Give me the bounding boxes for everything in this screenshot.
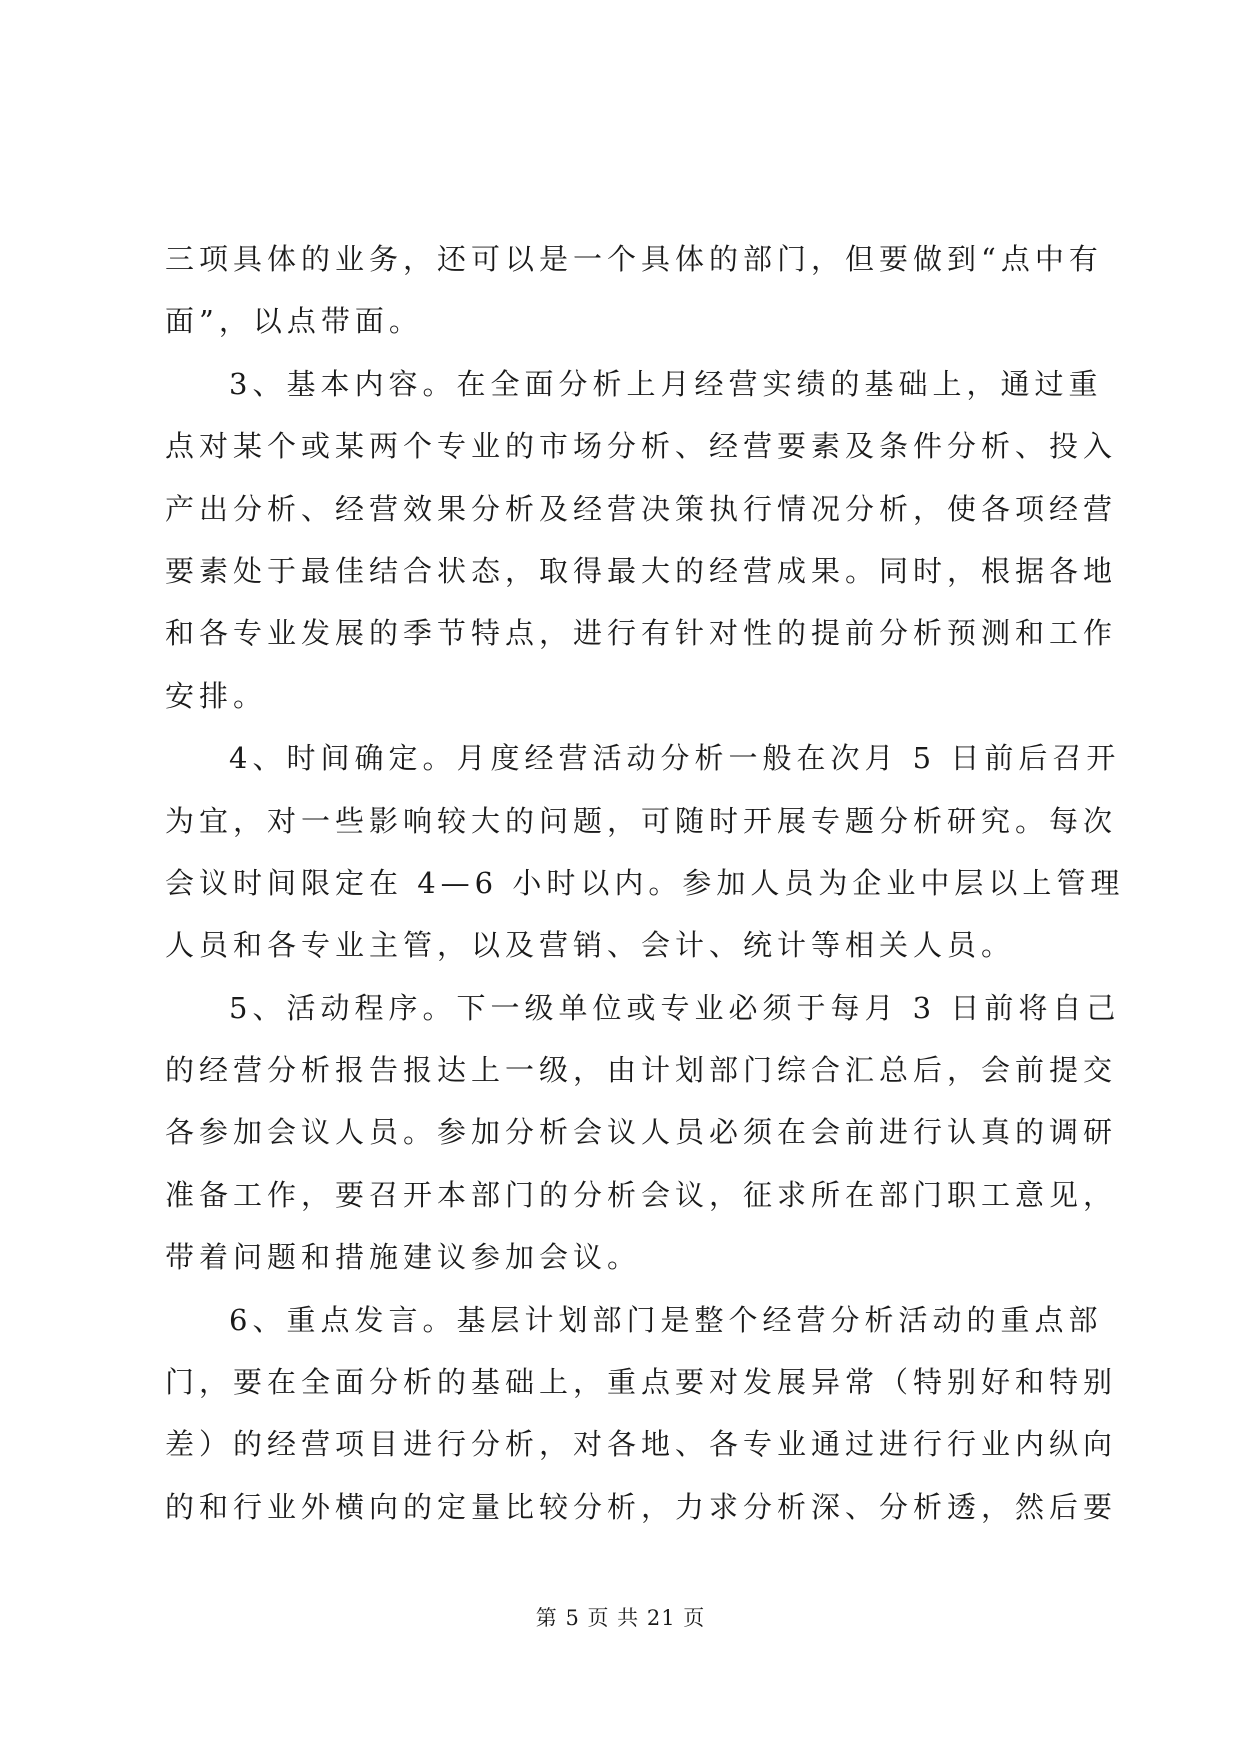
- text-line: 产出分析、经营效果分析及经营决策执行情况分析，使各项经营: [165, 491, 1118, 526]
- text-line: 为宜，对一些影响较大的问题，可随时开展专题分析研究。每次: [165, 803, 1118, 838]
- text-line: 会议时间限定在 4—6 小时以内。参加人员为企业中层以上管理: [165, 865, 1125, 900]
- text-line: 安排。: [165, 678, 268, 713]
- paragraph-6-start: 6、重点发言。基层计划部门是整个经营分析活动的重点部: [229, 1302, 1103, 1337]
- paragraph-5-start: 5、活动程序。下一级单位或专业必须于每月 3 日前将自己: [229, 990, 1121, 1025]
- text-line: 差）的经营项目进行分析，对各地、各专业通过进行行业内纵向: [165, 1427, 1118, 1462]
- body-text: [165, 228, 1125, 1538]
- text-line: 人员和各专业主管，以及营销、会计、统计等相关人员。: [165, 928, 1016, 963]
- text-line: 和各专业发展的季节特点，进行有针对性的提前分析预测和工作: [165, 616, 1118, 651]
- text-line: 要素处于最佳结合状态，取得最大的经营成果。同时，根据各地: [165, 553, 1118, 588]
- text-line: 三项具体的业务，还可以是一个具体的部门，但要做到“点中有: [165, 242, 1103, 276]
- text-line: 点对某个或某两个专业的市场分析、经营要素及条件分析、投入: [165, 429, 1118, 464]
- text-line: 面”，以点带面。: [165, 304, 423, 339]
- text-line: 各参加会议人员。参加分析会议人员必须在会前进行认真的调研: [165, 1115, 1118, 1150]
- text-line: 门，要在全面分析的基础上，重点要对发展异常（特别好和特别: [165, 1365, 1118, 1400]
- text-line: 准备工作，要召开本部门的分析会议，征求所在部门职工意见，: [165, 1177, 1118, 1212]
- text-line: 的和行业外横向的定量比较分析，力求分析深、分析透，然后要: [165, 1489, 1118, 1524]
- page-number-footer: 第 5 页 共 21 页: [535, 1606, 706, 1630]
- text-line: 的经营分析报告报达上一级，由计划部门综合汇总后，会前提交: [165, 1053, 1118, 1088]
- text-line: 带着问题和措施建议参加会议。: [165, 1240, 642, 1275]
- paragraph-3-start: 3、基本内容。在全面分析上月经营实绩的基础上，通过重: [229, 366, 1103, 401]
- paragraph-4-start: 4、时间确定。月度经营活动分析一般在次月 5 日前后召开: [229, 741, 1121, 776]
